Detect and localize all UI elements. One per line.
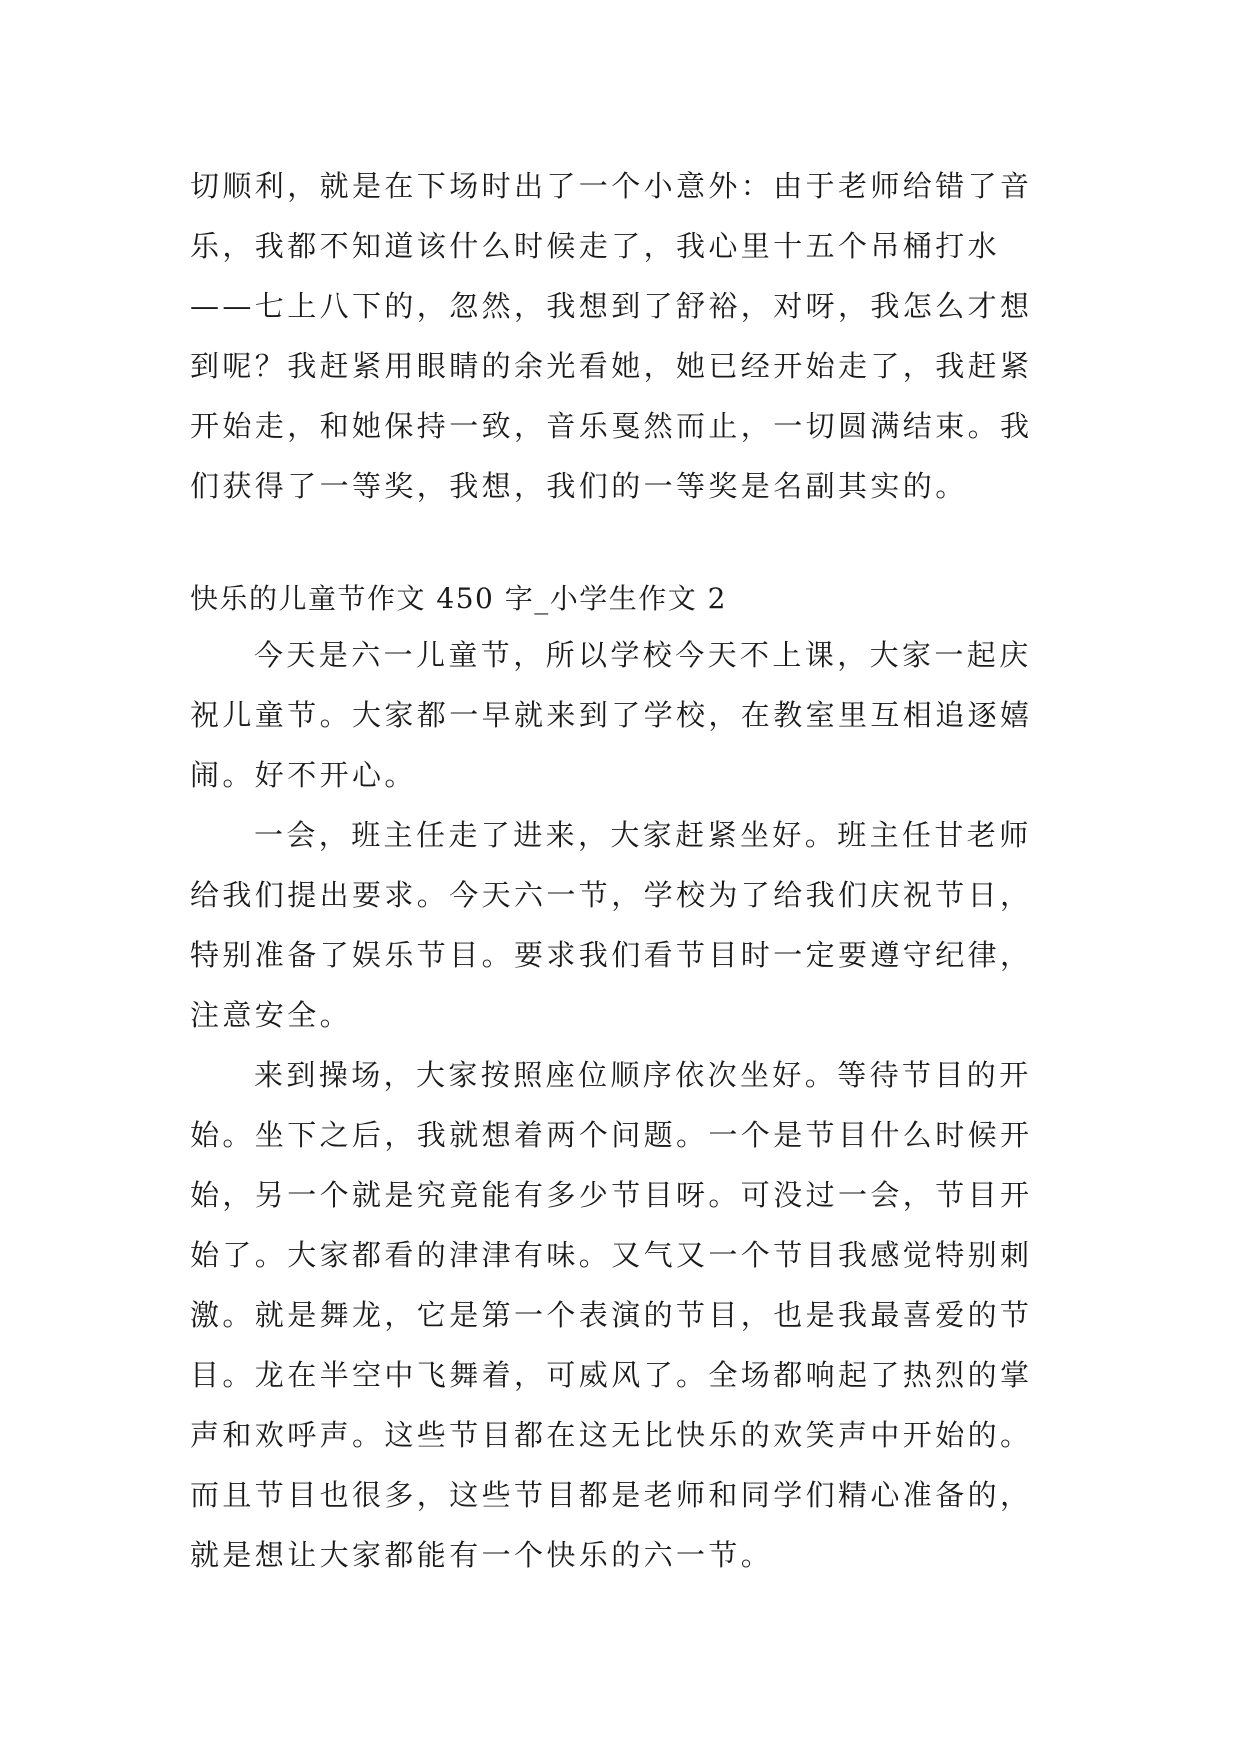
paragraph-line: 一会，班主任走了进来，大家赶紧坐好。班主任甘老师	[254, 818, 1032, 852]
paragraph-line: 始，另一个就是究竟能有多少节目呀。可没过一会，节目开	[190, 1178, 1033, 1212]
intro-paragraph	[190, 156, 1060, 516]
paragraph-line: 注意安全。	[190, 998, 353, 1032]
paragraph-line: 今天是六一儿童节，所以学校今天不上课，大家一起庆	[254, 638, 1032, 672]
paragraph-line: 始了。大家都看的津津有味。又气又一个节目我感觉特别刺	[190, 1238, 1033, 1272]
paragraph-1	[190, 625, 1060, 805]
paragraph-line: 们获得了一等奖，我想，我们的一等奖是名副其实的。	[190, 469, 968, 503]
paragraph-line: 切顺利，就是在下场时出了一个小意外：由于老师给错了音	[190, 169, 1033, 203]
paragraph-line: 特别准备了娱乐节目。要求我们看节目时一定要遵守纪律，	[190, 938, 1033, 972]
paragraph-line: 闹。好不开心。	[190, 758, 417, 792]
paragraph-line: 激。就是舞龙，它是第一个表演的节目，也是我最喜爱的节	[190, 1298, 1033, 1332]
essay-title: 快乐的儿童节作文 450 字_小学生作文 2	[190, 582, 727, 615]
paragraph-3	[190, 1045, 1060, 1585]
essay-body	[190, 625, 1060, 1585]
paragraph-line: 开始走，和她保持一致，音乐戛然而止，一切圆满结束。我	[190, 409, 1033, 443]
paragraph-line: 而且节目也很多，这些节目都是老师和同学们精心准备的，	[190, 1478, 1033, 1512]
paragraph-line: 给我们提出要求。今天六一节，学校为了给我们庆祝节日，	[190, 878, 1033, 912]
paragraph-line: ——七上八下的，忽然，我想到了舒裕，对呀，我怎么才想	[190, 289, 1033, 323]
paragraph-line: 始。坐下之后，我就想着两个问题。一个是节目什么时候开	[190, 1118, 1033, 1152]
paragraph-line: 声和欢呼声。这些节目都在这无比快乐的欢笑声中开始的。	[190, 1418, 1033, 1452]
paragraph-line: 乐，我都不知道该什么时候走了，我心里十五个吊桶打水	[190, 229, 1001, 263]
paragraph-line: 祝儿童节。大家都一早就来到了学校，在教室里互相追逐嬉	[190, 698, 1033, 732]
paragraph-line: 来到操场，大家按照座位顺序依次坐好。等待节目的开	[254, 1058, 1032, 1092]
paragraph-line: 就是想让大家都能有一个快乐的六一节。	[190, 1538, 774, 1572]
paragraph-line: 到呢？我赶紧用眼睛的余光看她，她已经开始走了，我赶紧	[190, 349, 1033, 383]
paragraph-line: 目。龙在半空中飞舞着，可威风了。全场都响起了热烈的掌	[190, 1358, 1033, 1392]
paragraph-2	[190, 805, 1060, 1045]
